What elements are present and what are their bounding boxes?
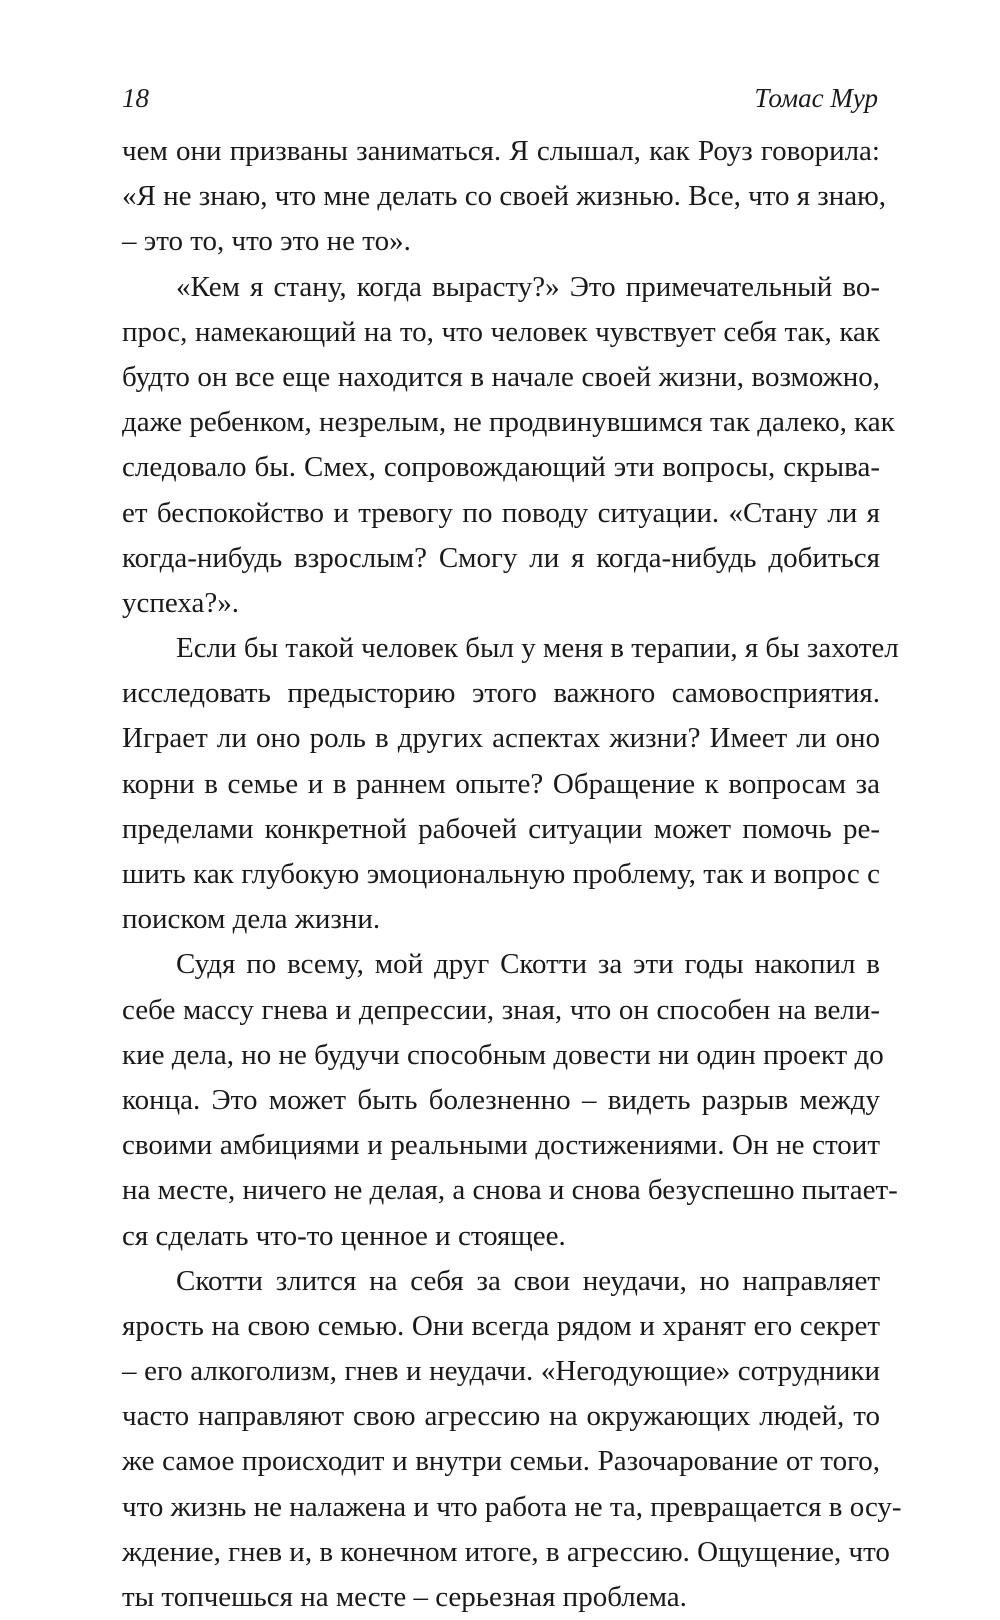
text-line: следовало бы. Смех, сопровождающий эти вопросы, скрыва-	[122, 451, 880, 484]
text-line: – его алкоголизм, гнев и неудачи. «Негодующие» сотрудники	[122, 1355, 880, 1388]
text-line: когда-нибудь взрослым? Смогу ли я когда-нибудь добиться	[122, 541, 880, 574]
text-line: Если бы такой человек был у меня в терапии, я бы захотел	[176, 632, 899, 665]
paragraph	[122, 265, 895, 627]
paragraph	[122, 626, 899, 942]
text-line: корни в семье и в раннем опыте? Обращение к вопросам за	[122, 767, 880, 800]
text-line: ся сделать что-то ценное и стоящее.	[122, 1219, 566, 1252]
text-line: чем они призваны заниматься. Я слышал, как Роуз говорила:	[122, 135, 880, 167]
text-line: своими амбициями и реальными достижениями. Он не стоит	[122, 1129, 880, 1162]
text-line: кие дела, но не будучи способным довести ни один проект до	[122, 1038, 884, 1071]
body-text	[122, 129, 902, 1620]
paragraph	[122, 942, 898, 1258]
text-line: ты топчешься на месте – серьезная проблема.	[122, 1581, 687, 1613]
text-line: – это то, что это не то».	[122, 225, 411, 258]
text-line: ярость на свою семью. Они всегда рядом и хранят его секрет	[122, 1309, 880, 1342]
running-head	[122, 80, 878, 116]
text-line: что жизнь не налажена и что работа не та, превращается в осу-	[122, 1490, 902, 1523]
text-line: на месте, ничего не делая, а снова и снова безуспешно пытает-	[122, 1174, 898, 1207]
text-line: ет беспокойство и тревогу по поводу ситуации. «Стану ли я	[122, 496, 880, 529]
text-line: ждение, гнев и, в конечном итоге, в агрессию. Ощущение, что	[122, 1535, 890, 1568]
text-line: прос, намекающий на то, что человек чувствует себя так, как	[122, 315, 880, 348]
text-line: же самое происходит и внутри семьи. Разочарование от того,	[122, 1445, 880, 1478]
text-line: шить как глубокую эмоциональную проблему, так и вопрос с	[122, 858, 880, 890]
text-line: исследовать предысторию этого важного самовосприятия.	[122, 677, 880, 710]
text-line: конца. Это может быть болезненно – видеть разрыв между	[122, 1083, 880, 1116]
text-line: Играет ли оно роль в других аспектах жизни? Имеет ли оно	[122, 722, 880, 755]
text-line: поиском дела жизни.	[122, 903, 381, 936]
text-line: «Я не знаю, что мне делать со своей жизнью. Все, что я знаю,	[122, 180, 887, 213]
page-number: 18	[122, 83, 149, 113]
text-line: Скотти злится на себя за свои неудачи, но направляет	[176, 1264, 880, 1297]
running-title: Томас Мур	[754, 83, 878, 113]
text-line: даже ребенком, незрелым, не продвинувшимся так далеко, как	[122, 406, 895, 439]
paragraph	[122, 129, 887, 265]
text-line: Судя по всему, мой друг Скотти за эти годы накопил в	[176, 948, 880, 981]
text-line: «Кем я стану, когда вырасту?» Это примечательный во-	[176, 270, 880, 303]
text-line: часто направляют свою агрессию на окружающих людей, то	[122, 1400, 880, 1433]
text-line: успеха?».	[122, 586, 239, 619]
text-line: пределами конкретной рабочей ситуации может помочь ре-	[122, 812, 880, 845]
text-line: себе массу гнева и депрессии, зная, что он способен на вели-	[122, 993, 880, 1026]
paragraph	[122, 1259, 902, 1620]
text-line: будто он все еще находится в начале своей жизни, возможно,	[122, 360, 880, 393]
